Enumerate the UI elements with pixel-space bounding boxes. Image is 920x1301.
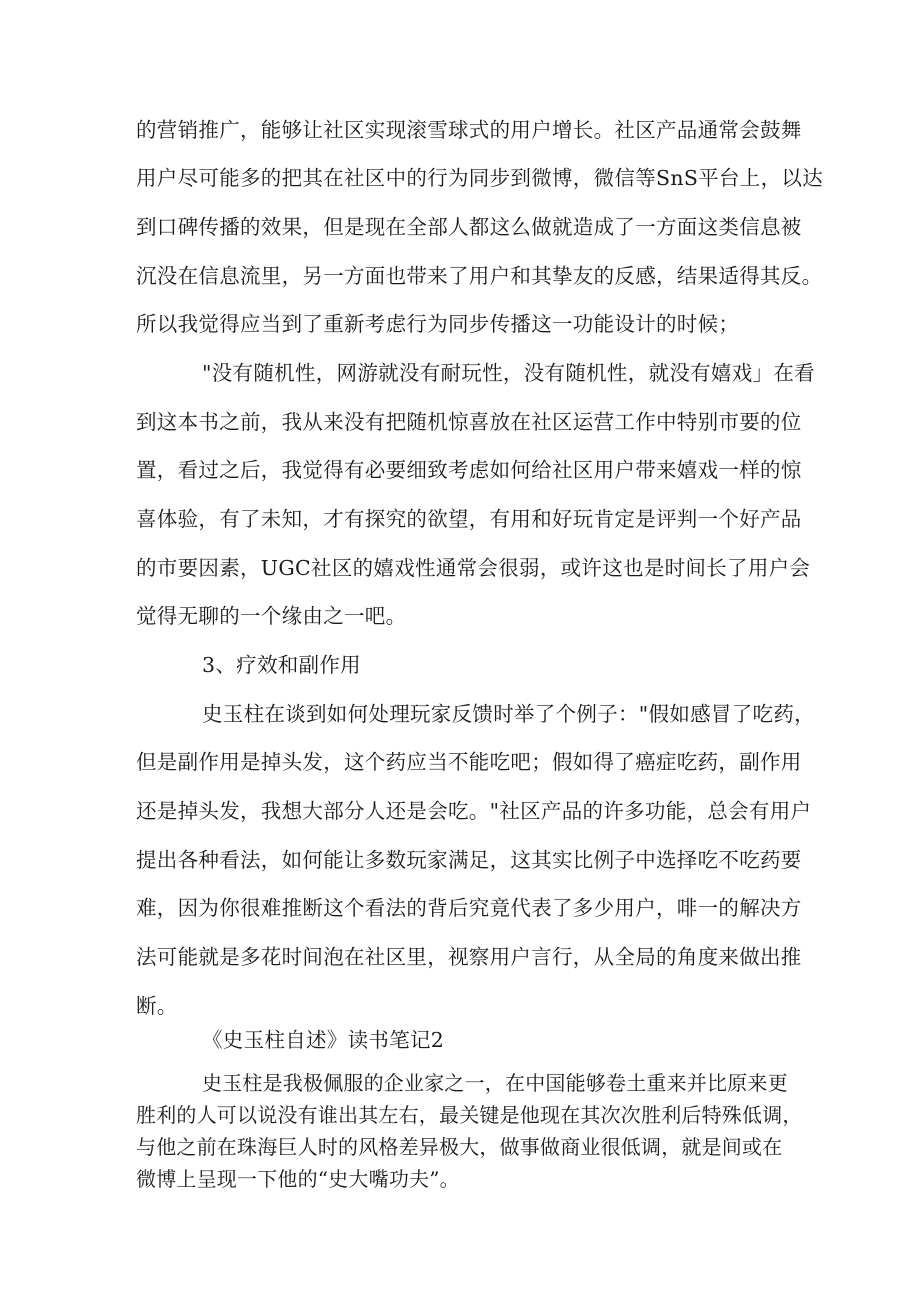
paragraph-line: 法可能就是多花时间泡在社区里，视察用户言行，从全局的角度来做出推 [136, 945, 802, 969]
paragraph-line: 但是副作用是掉头发，这个药应当不能吃吧；假如得了癌症吃药，副作用 [136, 750, 802, 774]
paragraph-line: 到口碑传播的效果，但是现在全部人都这么做就造成了一方面这类信息被 [136, 215, 802, 239]
paragraph-line: 的市要因素，UGC社区的嬉戏性通常会很弱，或许这也是时间长了用户会 [136, 556, 811, 580]
paragraph-line: 与他之前在珠海巨人时的风格差异极大，做事做商业很低调，就是间或在 [136, 1135, 783, 1159]
paragraph-line: "没有随机性，网游就没有耐玩性，没有随机性，就没有嬉戏」在看 [202, 361, 815, 385]
section-title: 《史玉柱自述》读书笔记2 [202, 1028, 445, 1052]
paragraph-line: 沉没在信息流里，另一方面也带来了用户和其挚友的反感，结果适得其反。 [136, 264, 823, 288]
paragraph-line: 到这本书之前，我从来没有把随机惊喜放在社区运营工作中特别市要的位 [136, 410, 802, 434]
paragraph-line: 所以我觉得应当到了重新考虑行为同步传播这一功能设计的时候； [136, 312, 740, 336]
paragraph-line: 觉得无聊的一个缘由之一吧。 [136, 604, 407, 628]
paragraph-line: 微博上呈现一下他的“史大嘴功夫”。 [136, 1167, 460, 1191]
paragraph-line: 提出各种看法，如何能让多数玩家满足，这其实比例子中选择吃不吃药要 [136, 848, 802, 872]
paragraph-line: 难，因为你很难推断这个看法的背后究竟代表了多少用户，啡一的解决方 [136, 896, 802, 920]
paragraph-line: 史玉柱是我极佩服的企业家之一，在中国能够卷土重来并比原来更 [202, 1071, 788, 1095]
section-heading: 3、疗效和副作用 [202, 653, 361, 677]
paragraph-line: 的营销推广，能够让社区实现滚雪球式的用户增长。社区产品通常会鼓舞 [136, 118, 802, 142]
paragraph-line: 胜利的人可以说没有谁出其左右，最关键是他现在其次次胜利后特殊低调， [136, 1103, 803, 1127]
paragraph-line: 置，看过之后，我觉得有必要细致考虑如何给社区用户带来嬉戏一样的惊 [136, 458, 802, 482]
paragraph-line: 用户尽可能多的把其在社区中的行为同步到微博，微信等SnS平台上，以达 [136, 166, 823, 190]
paragraph-line: 还是掉头发，我想大部分人还是会吃。"社区产品的许多功能，总会有用户 [136, 799, 812, 823]
paragraph-line: 断。 [136, 994, 178, 1018]
paragraph-line: 喜体验，有了未知，才有探究的欲望，有用和好玩肯定是评判一个好产品 [136, 507, 802, 531]
paragraph-line: 史玉柱在谈到如何处理玩家反馈时举了个例子："假如感冒了吃药， [202, 702, 815, 726]
